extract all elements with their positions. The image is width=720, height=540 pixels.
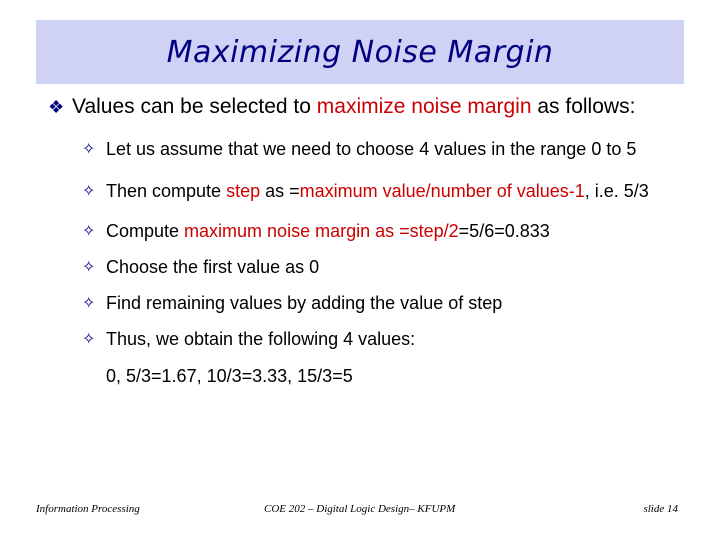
star-bullet-icon: ✧: [82, 331, 96, 348]
sub-bullet-step: [82, 180, 688, 203]
sub-bullet-text: Then compute: [106, 181, 227, 201]
star-bullet-icon: ✧: [82, 259, 96, 276]
sub-bullet-text: , i.e. 5/3: [584, 181, 649, 201]
star-bullet-icon: ✧: [82, 223, 96, 240]
footer-center: COE 202 – Digital Logic Design– KFUPM: [264, 503, 456, 515]
star-bullet-icon: ✧: [82, 295, 96, 312]
main-bullet-text-2: as follows:: [531, 95, 636, 118]
sub-bullet-highlight: maximum noise margin as =step/2: [184, 221, 459, 241]
star-bullet-icon: ✧: [82, 141, 96, 158]
sub-bullet-text: Let us assume that we need to choose 4 values in the range 0 to 5: [106, 139, 637, 159]
slide-number: slide 14: [643, 503, 678, 515]
sub-bullet-remaining: [82, 292, 688, 315]
values-line: 0, 5/3=1.67, 10/3=3.33, 15/3=5: [106, 366, 353, 386]
main-bullet-highlight: maximize noise margin: [316, 95, 532, 118]
slide-footer: [36, 500, 684, 520]
sub-bullet-text: Compute: [106, 221, 185, 241]
sub-bullet-first-value: [82, 256, 688, 279]
diamond-bullet-icon: ❖: [48, 97, 65, 117]
sub-bullet-text: Choose the first value as 0: [106, 257, 320, 277]
sub-bullet-highlight: maximum value/number of values-1: [299, 181, 585, 201]
slide-content: [48, 94, 688, 388]
sub-bullet-assume: [82, 138, 688, 161]
slide-title: Maximizing Noise Margin: [166, 34, 554, 70]
title-bar: [36, 20, 684, 84]
sub-bullet-text: =5/6=0.833: [458, 221, 550, 241]
main-bullet: [48, 94, 688, 120]
sub-bullet-text: Find remaining values by adding the value of step: [106, 293, 503, 313]
sub-bullet-obtain: [82, 328, 688, 351]
sub-bullet-noise-margin: [82, 220, 688, 243]
footer-left: Information Processing: [36, 503, 140, 515]
main-bullet-text-1: Values can be selected to: [72, 95, 317, 118]
sub-bullet-text: as =: [260, 181, 300, 201]
sub-bullet-text: Thus, we obtain the following 4 values:: [106, 329, 416, 349]
sub-bullet-highlight: step: [226, 181, 261, 201]
star-bullet-icon: ✧: [82, 183, 96, 200]
